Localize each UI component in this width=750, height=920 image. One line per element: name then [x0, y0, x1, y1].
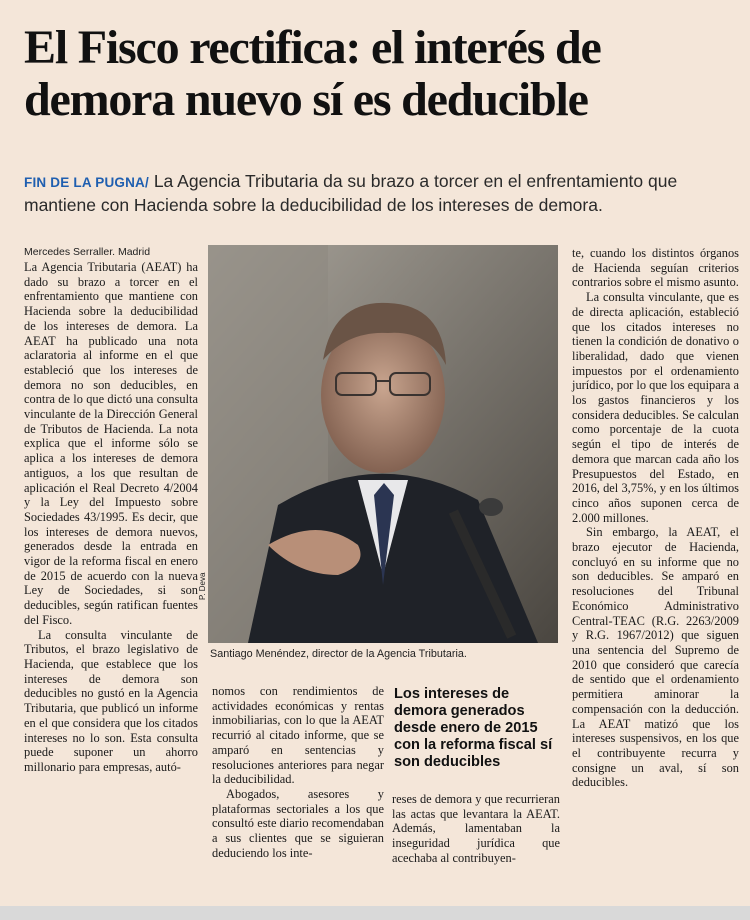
- article-column-3: [392, 792, 560, 866]
- deck-kicker: FIN DE LA PUGNA/: [24, 175, 149, 190]
- paragraph: nomos con rendimientos de actividades económicas y rentas inmobiliarias, con lo que la AEAT recurrió al citado informe, que se amparó en sentencias y resoluciones anteriores para negar la deducibilidad.: [212, 684, 384, 787]
- paragraph: La consulta vinculante de Tributos, el brazo legislativo de Hacienda, que establece que los intereses de demora son deducibles no gustó en la Agencia Tributaria, que publicó un informe en el que considera que los citados intereses no lo son. Esta consulta puede suponer un ahorro millonario para empresas, autó-: [24, 627, 198, 774]
- photo: [208, 245, 558, 643]
- photo-caption: Santiago Menéndez, director de la Agencia Tributaria.: [210, 648, 467, 660]
- portrait-photo-illustration: [208, 245, 558, 643]
- article-column-4: [572, 246, 739, 790]
- photo-credit: P. Deva: [198, 572, 207, 600]
- byline: Mercedes Serraller. Madrid: [24, 246, 151, 258]
- deck: [24, 170, 729, 217]
- pull-quote: Los intereses de demora generados desde enero de 2015 con la reforma fiscal sí son deducibles: [394, 686, 553, 770]
- paragraph: La Agencia Tributaria (AEAT) ha dado su brazo a torcer en el enfrentamiento que mantiene con Hacienda sobre la deducibilidad de los intereses de demora. La AEAT ha publicado una nota aclaratoria al informe en el que estableció que los intereses de demora no son deducibles, en contra de lo que dictó una consulta vinculante de la Dirección General de Tributos de Hacienda. La nota explica que el informe sólo se aplica a los intereses de demora antiguos, a los que resultan de aplicación el Real Decreto 4/2004 y la Ley del Impuesto sobre Sociedades 43/1995. Es decir, que los intereses de demora nuevos, generados desde la entrada en vigor de la reforma fiscal en enero de 2015 de acuerdo con la nueva Ley de Sociedades, si son deducibles, según ratifican fuentes del Fisco.: [24, 260, 198, 627]
- deck-text: La Agencia Tributaria da su brazo a torcer en el enfrentamiento que mantiene con Hacienda sobre la deducibilidad de los intereses de demora.: [24, 171, 678, 215]
- paragraph: Abogados, asesores y plataformas sectoriales a los que consultó este diario recomendaban a sus clientes que se siguieran deduciendo los inte-: [212, 786, 384, 860]
- article-column-2: [212, 684, 384, 860]
- headline: El Fisco rectifica: el interés de demora nuevo sí es deducible: [24, 21, 601, 126]
- paragraph: Sin embargo, la AEAT, el brazo ejecutor de Hacienda, concluyó en su informe que no son deducibles. Se amparó en resoluciones del Tribunal Económico Administrativo Central-TEAC (R.G. 2263/2009 y R.G. 1967/2012) que siguen una sentencia del Supremo de 2010 que consideró que carecía de sentido que el ordenamiento permitiera aminorar la compensación con la deducción. La AEAT matizó que los intereses suspensivos, en los que el contribuyente recurra y consigne un aval, sí son deducibles.: [572, 525, 739, 790]
- paragraph: La consulta vinculante, que es de directa aplicación, estableció que los citados intereses no tienen la condición de donativo o liberalidad, dado que vienen impuestos por el ordenamiento jurídico, por lo que los equipara a los gastos financieros y los considera deducibles. Se calculan como porcentaje de la cuota según el tipo de interés de demora que marcan cada año los Presupuestos del Estado, en 2016, del 3,75%, y en los últimos cinco años suponen cerca de 2.000 millones.: [572, 290, 739, 525]
- paragraph: reses de demora y que recurrieran las actas que levantara la AEAT. Además, lamentaban la inseguridad jurídica que acechaba al contribuyen-: [392, 792, 560, 865]
- article-column-1: [24, 260, 198, 775]
- paragraph: te, cuando los distintos órganos de Hacienda seguían criterios contrarios sobre el mismo asunto.: [572, 246, 739, 290]
- page-bottom-border: [0, 906, 750, 920]
